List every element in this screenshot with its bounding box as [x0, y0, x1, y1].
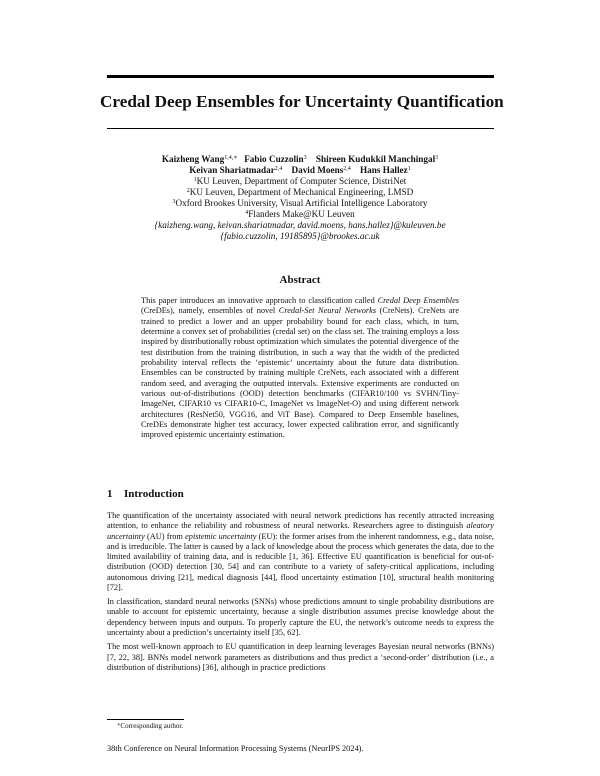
author-line-2	[100, 165, 500, 176]
email-line: {fabio.cuzzolin, 19185895}@brookes.ac.uk	[220, 231, 380, 241]
paragraph: The most well-known approach to EU quantification in deep learning leverages Bayesian neural networks (BNNs) [7, 22, 38]. BNNs model network parameters as distributions and thus predict a ‘second-order’ distribution (i.e., a distribution of distributions) [36], although in practice predictions	[107, 642, 494, 672]
paragraph: In classification, standard neural networks (SNNs) whose predictions amount to single probability distributions are unable to account for epistemic uncertainty, because a single distribution assumes precise knowledge about the dependency between inputs and outputs. To properly capture the EU, the network’s outcome needs to express the uncertainty about a prediction’s uncertainty itself [35, 62].	[107, 597, 494, 637]
author-affil: 3	[303, 155, 307, 161]
author-affil: 1	[407, 166, 411, 172]
email-line: {kaizheng.wang, keivan.shariatmadar, david.moens, hans.hallez}@kuleuven.be	[154, 220, 446, 230]
author-block	[100, 154, 500, 242]
author-name: Shireen Kudukkil Manchingal	[315, 154, 436, 164]
author-line-1	[100, 154, 500, 165]
section-heading	[107, 488, 184, 500]
author-name: David Moens	[291, 165, 344, 175]
venue-line: 38th Conference on Neural Information Processing Systems (NeurIPS 2024).	[107, 744, 364, 753]
author-name: Keivan Shariatmadar	[189, 165, 275, 175]
affiliation: $^1$KU Leuven, Department of Computer Science, DistriNet	[193, 176, 407, 186]
affiliation: $^2$KU Leuven, Department of Mechanical Engineering, LMSD	[186, 187, 414, 197]
author-name: Fabio Cuzzolin	[244, 154, 304, 164]
abstract-heading: Abstract	[279, 274, 321, 286]
author-name: Hans Hallez	[359, 165, 408, 175]
footnote-rule	[107, 719, 184, 720]
paragraph: The quantification of the uncertainty associated with neural network predictions has recently attracted increasing attention, to enhance the reliability and robustness of neural networks. Researchers agree to distinguish aleatory uncertainty (AU) from epistemic uncertainty (EU): the former arises from the inherent randomness, e.g., data noise, and is irreducible. The latter is caused by a lack of knowledge about the process which generates the data, due to the limited availability of training data, and is reducible [1, 36]. Effective EU quantification is beneficial for out-of-distribution (OOD) detection [30, 54] and can contribute to a variety of safety-critical applications, including autonomous driving [21], medical diagnosis [44], flood uncertainty estimation [10], structural health monitoring [72].	[107, 511, 494, 592]
affiliation: $^3$Oxford Brookes University, Visual Artificial Intelligence Laboratory	[172, 198, 428, 208]
section-title: Introduction	[124, 488, 184, 500]
abstract-text: This paper introduces an innovative approach to classification called Credal Deep Ensembles (CreDEs), namely, ensembles of novel Credal-Set Neural Networks (CreNets). CreNets are trained to predict a lower and an upper probability bound for each class, which, in turn, determine a convex set of probabilities (credal set) on the class set. The training employs a loss inspired by distributionally robust optimization which simulates the potential divergence of the test distribution from the training distribution, in such a way that the width of the predicted probability interval reflects the ‘epistemic’ uncertainty about the future data distribution. Ensembles can be constructed by training multiple CreNets, each associated with a different random seed, and averaging the outputted intervals. Extensive experiments are conducted on various out-of-distributions (OOD) detection benchmarks (CIFAR10/100 vs SVHN/Tiny-ImageNet, CIFAR10 vs CIFAR10-C, ImageNet vs ImageNet-O) and using different network architectures (ResNet50, VGG16, and ViT Base). Compared to Deep Ensemble baselines, CreDEs demonstrate higher test accuracy, lower expected calibration error, and significantly improved epistemic uncertainty estimation.	[141, 296, 460, 440]
author-name: Kaizheng Wang	[161, 154, 225, 164]
title-rule-bottom	[107, 128, 494, 129]
author-affil: 1,4,∗	[224, 155, 238, 161]
intro-body	[107, 511, 494, 677]
paper-title: Credal Deep Ensembles for Uncertainty Quantification	[100, 92, 504, 111]
section-number: 1	[107, 488, 113, 500]
author-affil: 3	[435, 155, 439, 161]
author-affil: 2,4	[343, 166, 351, 172]
affiliation: $^4$Flanders Make@KU Leuven	[245, 209, 355, 219]
author-affil: 2,4	[274, 166, 283, 172]
title-rule-top	[107, 75, 494, 78]
footnote: ∗Corresponding author.	[117, 722, 184, 730]
